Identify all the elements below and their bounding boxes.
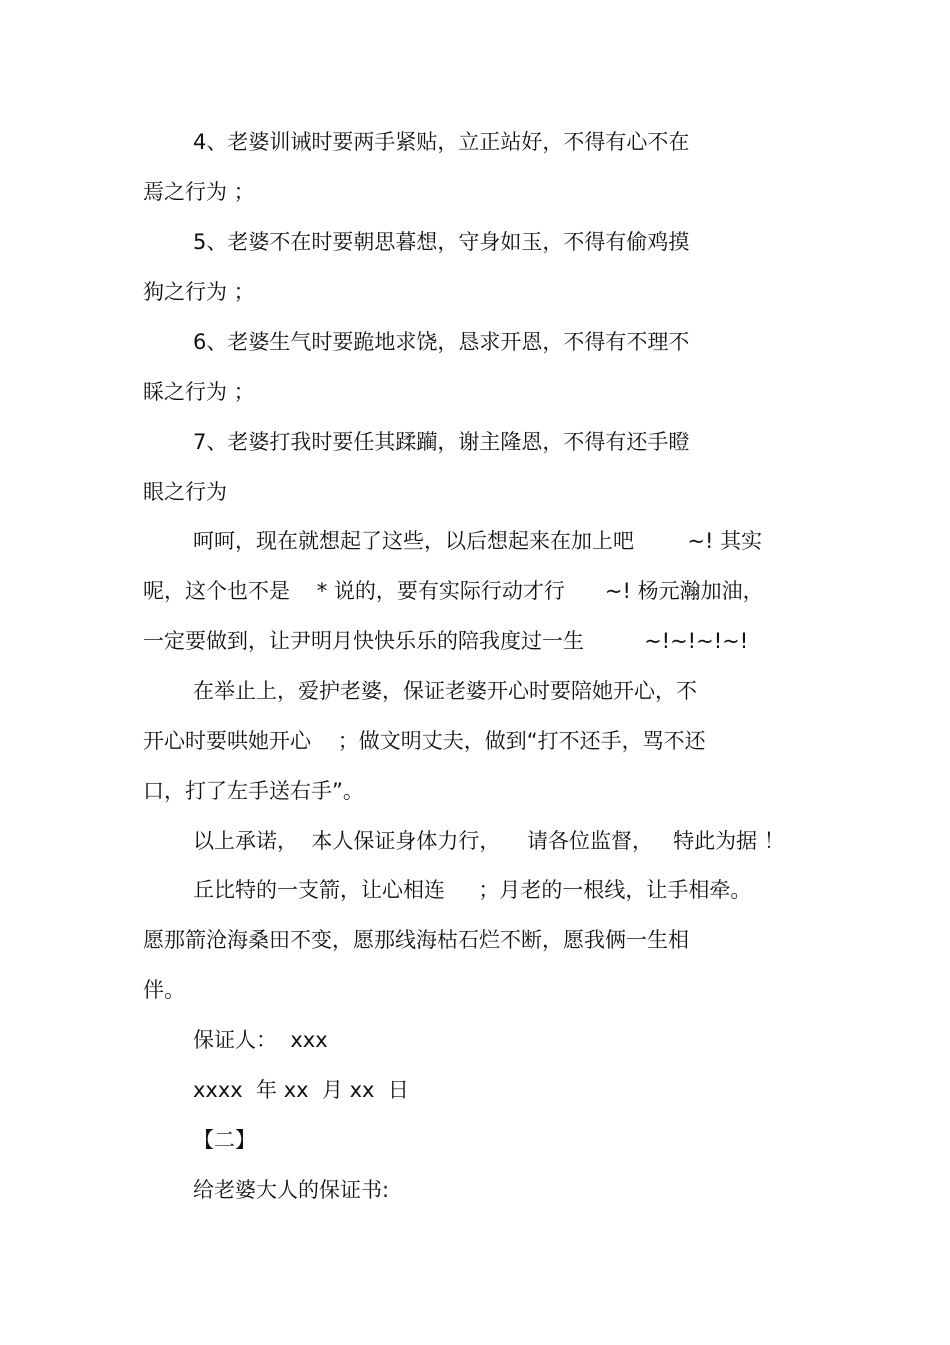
text-line-remark-3: 一定要做到，让尹明月快快乐乐的陪我度过一生 ~!~!~!~!: [143, 629, 749, 653]
text-line-cupid-2: 愿那箭沧海桑田不变，愿那线海枯石烂不断，愿我俩一生相: [143, 928, 689, 952]
date-line: xxxx 年 xx 月 xx 日: [193, 1078, 409, 1102]
text-line-rule-7: 7、老婆打我时要任其蹂躏，谢主隆恩，不得有还手瞪: [193, 430, 690, 454]
text-line-rule-4: 4、老婆训诫时要两手紧贴，立正站好，不得有心不在: [193, 130, 690, 154]
text-line-conduct-3: 口，打了左手送右手”。: [143, 779, 364, 803]
text-line-rule-6-cont: 睬之行为 ；: [143, 380, 255, 404]
text-line-rule-5: 5、老婆不在时要朝思暮想，守身如玉，不得有偷鸡摸: [193, 230, 690, 254]
text-line-rule-6: 6、老婆生气时要跪地求饶，恳求开恩，不得有不理不: [193, 330, 690, 354]
text-line-conduct-1: 在举止上，爱护老婆，保证老婆开心时要陪她开心，不: [193, 679, 697, 703]
text-line-rule-5-cont: 狗之行为 ；: [143, 280, 255, 304]
section-heading-two: 【二】: [193, 1128, 256, 1152]
text-line-conduct-2: 开心时要哄她开心 ；做文明丈夫，做到“打不还手，骂不还: [143, 729, 706, 753]
text-line-promise: 以上承诺， 本人保证身体力行， 请各位监督， 特此为据 ！: [193, 829, 785, 853]
guarantor-line: 保证人： xxx: [193, 1028, 328, 1052]
text-line-rule-4-cont: 焉之行为 ；: [143, 180, 255, 204]
section-title: 给老婆大人的保证书:: [193, 1178, 390, 1202]
text-line-cupid-1: 丘比特的一支箭，让心相连 ；月老的一根线，让手相牵。: [193, 878, 752, 902]
text-line-remark-2: 呢，这个也不是 * 说的，要有实际行动才行 ~! 杨元瀚加油，: [143, 579, 764, 603]
text-line-rule-7-cont: 眼之行为: [143, 480, 227, 504]
text-line-remark-1: 呵呵，现在就想起了这些，以后想起来在加上吧 ~! 其实: [193, 529, 763, 553]
text-line-cupid-3: 伴。: [143, 978, 185, 1002]
